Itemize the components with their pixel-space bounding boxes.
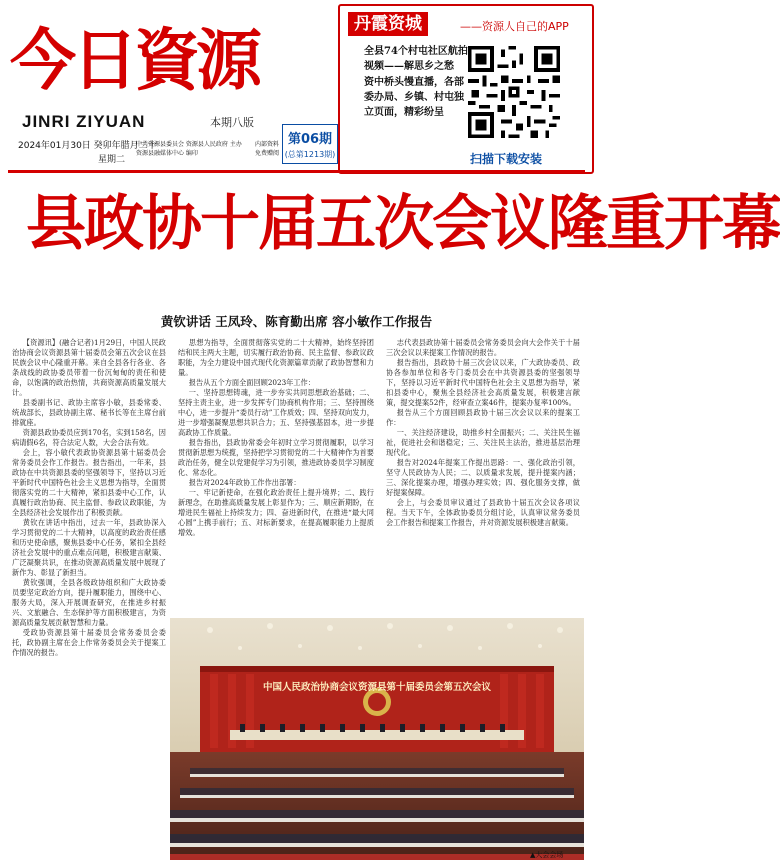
scan-download-label[interactable]: 扫描下载安装 <box>470 152 543 166</box>
paragraph: 报告从五个方面全面回顾2023年工作： <box>188 378 315 387</box>
paragraph: 报告从三个方面回顾县政协十届三次会议以来的提案工作： <box>386 408 580 427</box>
publisher-line: 中共资源县委员会 资源县人民政府 主办 <box>136 141 242 148</box>
conference-hall-photo <box>170 618 584 860</box>
article-column-2 <box>178 338 374 616</box>
photo-caption: ▲大会会场 <box>530 851 564 859</box>
qr-code-icon[interactable] <box>468 46 560 138</box>
publisher-line: 资源县融媒体中心 编印 <box>136 150 198 157</box>
app-news-item: 全县74个村屯社区航拍视频——解思乡之愁 <box>364 46 468 72</box>
paragraph: 黄钦强调，全县各级政协组织和广大政协委员要坚定政治方向，提升履职能力，围绕中心、服务大局，深入开展调查研究，在推进乡村振兴、文旅融合、生态保护等方面积极建言，为资源高质量发展贡献智慧和力量。 <box>12 578 166 627</box>
paragraph: 一、牢记新使命，在强化政治责任上提升境界；二、践行新理念，在助推高质量发展上彰显作为；三、顺应新期盼，在增进民生福祉上持续发力；四、奋进新时代，在推进“最大同心圆”上携手前行；五、对标新要求，在提高履职能力上提质增效。 <box>178 488 374 537</box>
main-headline: 县政协十届五次会议隆重开幕 <box>26 189 780 259</box>
paragraph: 思想为指导，全面贯彻落实党的二十大精神，始终坚持团结和民主两大主题，切实履行政治协商、民主监督、参政议政职能，为全力建设中国式现代化资源篇章贡献了政协智慧和力量。 <box>178 338 374 377</box>
conference-banner-text: 中国人民政治协商会议资源县第十届委员会第五次会议 <box>262 682 492 693</box>
internal-line: 内部资料 <box>255 141 280 148</box>
paragraph: 报告指出，县政协十届三次会议以来，广大政协委员、政协各参加单位和各专门委员会在中共资源县委的坚强领导下，坚持以习近平新时代中国特色社会主义思想为指导，紧扣县委中心，聚焦全县经济社会高质量发展，积极建言献策，提交提案52件，经审查立案46件，提案办复率100%。 <box>386 358 580 407</box>
masthead-divider <box>8 170 585 173</box>
paragraph: 报告对2024年政协工作作出部署： <box>188 478 301 487</box>
issue-weekday: 星期二 <box>98 155 126 165</box>
app-title: 丹霞资城 <box>348 12 428 36</box>
article-column-3 <box>386 338 580 616</box>
publisher-info <box>136 140 254 158</box>
issue-number-box <box>282 124 338 164</box>
paragraph: 黄钦在讲话中指出，过去一年，县政协深入学习贯彻党的二十大精神，以高度的政治责任感和历史使命感，聚焦县委中心任务，紧扣全县经济社会发展中的重点难点问题，积极建言献策、广泛凝聚共识，在推动资源高质量发展中展现了新作为、彰显了新担当。 <box>12 518 166 577</box>
paragraph: 资源县政协委员应到170名，实到158名，因病请假6名，符合法定人数，大会合法有效。 <box>12 428 166 447</box>
app-news-list <box>364 44 468 121</box>
issue-total: (总第1213期) <box>284 150 336 159</box>
paragraph: 【资源讯】(融合记者)1月29日，中国人民政治协商会议资源县第十届委员会第五次会议在县民族会议中心隆重开幕。来自全县各行各业、各条战线的政协委员带着一份沉甸甸的责任和使命，以饱满的政治热情，共商资源高质量发展大计。 <box>12 338 166 397</box>
paragraph: 会上，与会委员审议通过了县政协十届五次会议各项议程。当天下午，全体政协委员分组讨论，认真审议常务委员会工作报告和提案工作报告，并对资源发展积极建言献策。 <box>386 498 580 527</box>
paragraph: 会上，容小敏代表政协资源县第十届委员会常务委员会作工作报告。报告指出，一年来，县政协在中共资源县委的坚强领导下，坚持以习近平新时代中国特色社会主义思想为指导，全面贯彻落实党的二十大精神，紧扣县委中心工作，认真履行政治协商、民主监督、参政议政职能，为全县经济社会发展作出了积极贡献。 <box>12 448 166 517</box>
paragraph: 一、坚持思想铸魂，进一步夯实共同思想政治基础；二、坚持主责主业，进一步发挥专门协商机构作用；三、坚持围绕中心，进一步提升“委员行动”工作质效；四、坚持双向发力，进一步增强凝聚思想共识合力；五、坚持强基固本，进一步提高政协工作质量。 <box>178 388 374 437</box>
app-promo-box[interactable] <box>338 4 594 174</box>
article-column-1 <box>12 338 166 862</box>
issue-number: 第06期 <box>287 132 333 147</box>
paragraph: 受政协资源县第十届委员会常务委员会委托，政协副主席在会上作常务委员会关于提案工作情况的报告。 <box>12 628 166 657</box>
edition-label: 本期八版 <box>210 116 254 129</box>
paragraph: 报告对2024年提案工作提出思路：一、强化政治引领，坚守人民政协为人民；二、以质量求发展，提升提案内涵；三、深化提案办理，增强办理实效；四、强化服务支撑，做好提案保障。 <box>386 458 580 497</box>
logo-pinyin: JINRI ZIYUAN <box>22 112 146 131</box>
paragraph: 志代表县政协第十届委员会常务委员会向大会作关于十届三次会议以来提案工作情况的报告。 <box>386 338 580 357</box>
sub-headline: 黄钦讲话 王凤玲、陈育勤出席 容小敏作工作报告 <box>160 314 433 329</box>
internal-note <box>255 140 283 158</box>
paragraph: 县委副书记、政协主席容小敏，县委常委、统战部长，县政协副主席、秘书长等在主席台前排就座。 <box>12 398 166 427</box>
internal-line: 免费赠阅 <box>255 150 280 157</box>
app-news-item: 资中桥头慢直播，各部委办局、乡镇、村屯独立页面，精彩纷呈 <box>364 77 464 118</box>
issue-date: 2024年01月30日 癸卯年腊月二十 <box>18 141 157 151</box>
paragraph: 一、关注经济建设，助推乡村全面振兴；二、关注民生福祉，促进社会和谐稳定；三、关注民主法治，推进基层治理现代化。 <box>386 428 580 457</box>
newspaper-logo: 今日資源 <box>10 21 258 99</box>
app-slogan: ——资源人自己的APP <box>460 20 569 33</box>
paragraph: 报告指出，县政协常委会年初时立学习贯彻履职，以学习贯彻新思想为统揽，坚持把学习贯彻党的二十大精神作为首要政治任务，健全以党建促学习为引领，推进政协委员学习制度化、常态化。 <box>178 438 374 477</box>
